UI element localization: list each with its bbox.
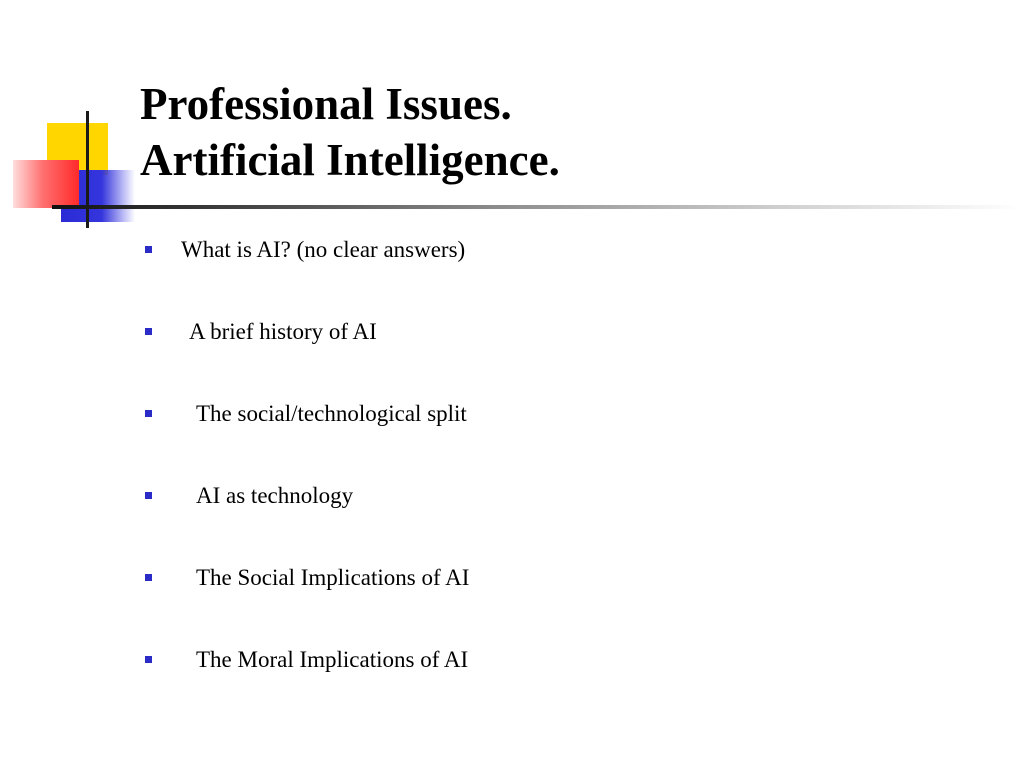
title-underline-rule	[52, 205, 1022, 209]
bullet-text: The Moral Implications of AI	[196, 647, 469, 672]
square-bullet-icon	[145, 328, 152, 335]
square-bullet-icon	[145, 246, 152, 253]
bullet-text: The Social Implications of AI	[196, 565, 470, 590]
square-bullet-icon	[145, 492, 152, 499]
slide-title	[140, 76, 560, 188]
slide-title-line-2: Artificial Intelligence.	[140, 135, 560, 185]
bullet-text: AI as technology	[196, 483, 354, 508]
vertical-rule-decoration	[86, 111, 89, 228]
bullet-text: What is AI? (no clear answers)	[181, 237, 466, 262]
square-bullet-icon	[145, 574, 152, 581]
red-square-decoration	[13, 160, 79, 208]
slide-title-line-1: Professional Issues.	[140, 79, 512, 129]
square-bullet-icon	[145, 410, 152, 417]
bullet-text: The social/technological split	[196, 401, 467, 426]
bullet-text: A brief history of AI	[189, 319, 377, 344]
square-bullet-icon	[145, 656, 152, 663]
